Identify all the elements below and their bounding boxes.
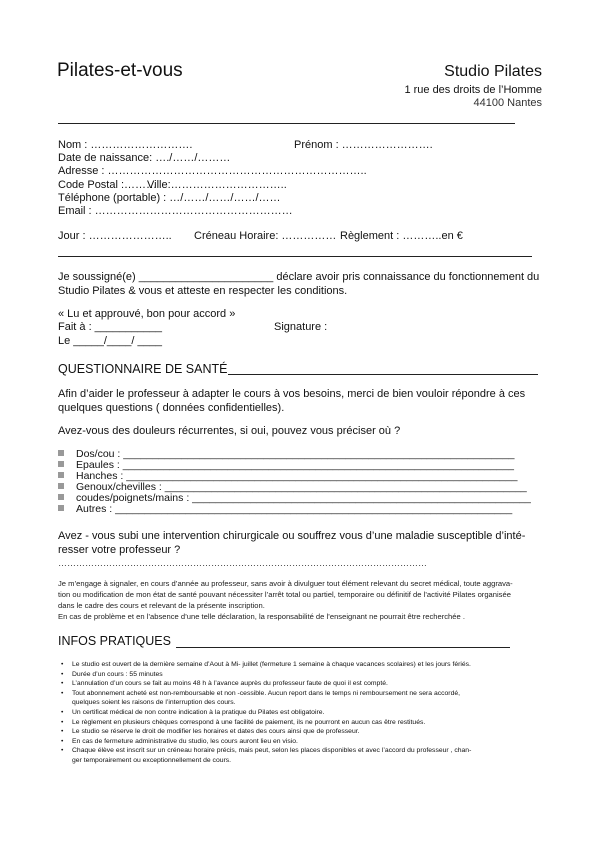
list-item: • Un certificat médical de non contre indication à la pratique du Pilates est obligatoire.	[72, 708, 471, 718]
field-reglement[interactable]: Règlement : ………..en €	[340, 230, 463, 242]
field-creneau-horaire[interactable]: Créneau Horaire: ……………	[194, 230, 337, 242]
field-nom[interactable]: Nom : ……………………….	[58, 139, 193, 151]
checkbox-square-icon[interactable]	[58, 450, 64, 456]
signature-label: Signature :	[274, 321, 328, 333]
approval-mention: « Lu et approuvé, bon pour accord »	[58, 308, 236, 320]
pain-row-autres[interactable]	[58, 503, 512, 516]
pain-question: Avez-vous des douleurs récurrentes, si oui, pouvez vous préciser où ?	[58, 425, 401, 437]
list-item: • Le studio est ouvert de la dernière semaine d’Aout à Mi- juillet (fermeture 1 semaine à chaque vacances scolaires) et les jours fériés.	[72, 660, 471, 670]
checkbox-square-icon[interactable]	[58, 483, 64, 489]
disclaimer-line-3: dans le cadre des cours et relevant de la présente inscription.	[58, 601, 265, 610]
field-fait-a[interactable]: Fait à : ___________	[58, 321, 162, 333]
field-ville[interactable]: Ville:…………………………..	[147, 179, 287, 191]
header-divider	[58, 123, 515, 124]
field-date-signature[interactable]: Le _____/____/ ____	[58, 335, 162, 347]
pain-label: Hanches : ___________________________________________________________________	[76, 470, 518, 482]
health-title-underline	[228, 374, 538, 375]
disclaimer-line-4: En cas de problème et en l’absence d’une telle déclaration, la responsabilité de l’enseignant ne pourrait être recherchée .	[58, 612, 465, 621]
field-code-postal[interactable]: Code Postal :………	[58, 179, 158, 191]
list-item: • L’annulation d’un cours se fait au moins 48 h à l’avance auprès du professeur faute de quoi il est compté.	[72, 679, 471, 689]
health-section-title: QUESTIONNAIRE DE SANTÉ	[58, 362, 228, 376]
disclaimer-line-2: tion ou modification de mon état de santé pouvant nécessiter l’arrêt total ou partiel, temporaire ou définitif de l’activité Pilates organisée	[58, 590, 511, 599]
pain-label: Genoux/chevilles : ______________________________________________________________	[76, 481, 527, 493]
pain-label: Autres : ____________________________________________________________________	[76, 503, 513, 515]
infos-list	[72, 660, 471, 766]
list-item: quelques soient les raisons de l’interruption des cours.	[72, 699, 236, 707]
field-jour[interactable]: Jour : …………………..	[58, 230, 172, 242]
list-item: • Le règlement en plusieurs chèques correspond à une facilité de paiement, ils ne pourront en aucun cas être restitués.	[72, 718, 471, 728]
list-item: ger temporairement ou exceptionnellement de cours.	[72, 756, 232, 764]
field-telephone[interactable]: Téléphone (portable) : …/……/……/……/……	[58, 192, 281, 204]
surgery-answer-field[interactable]: ……………………………………………………………………………………………………………	[58, 558, 427, 568]
declaration-line-1: Je soussigné(e) ______________________ déclare avoir pris connaissance du fonctionnement du	[58, 271, 540, 283]
field-prenom[interactable]: Prénom : …………………….	[294, 139, 433, 151]
list-item: • Chaque élève est inscrit sur un créneau horaire précis, mais peut, selon les places disponibles et avec l’accord du professeur , chan-	[72, 746, 471, 756]
infos-title-underline	[176, 647, 510, 648]
list-item: • Le studio se réserve le droit de modifier les horaires et dates des cours ainsi que de professeur.	[72, 727, 471, 737]
checkbox-square-icon[interactable]	[58, 494, 64, 500]
pain-label: Dos/cou : ___________________________________________________________________	[76, 448, 515, 460]
pain-label: Epaules : ___________________________________________________________________	[76, 459, 514, 471]
health-intro-line-1: Afin d’aider le professeur à adapter le cours à vos besoins, merci de bien vouloir répondre à ces	[58, 388, 526, 400]
form-divider	[58, 256, 532, 257]
checkbox-square-icon[interactable]	[58, 472, 64, 478]
declaration-line-2: Studio Pilates & vous et atteste en respecter les conditions.	[58, 285, 348, 297]
list-item: • Durée d’un cours : 55 minutes	[72, 670, 471, 680]
surgery-question-line-2: resser votre professeur ?	[58, 544, 181, 556]
infos-section-title: INFOS PRATIQUES	[58, 634, 171, 648]
field-date-naissance[interactable]: Date de naissance: …./……/………	[58, 152, 231, 164]
studio-address-city: 44100 Nantes	[473, 97, 542, 109]
studio-address-street: 1 rue des droits de l’Homme	[404, 84, 542, 96]
pain-label: coudes/poignets/mains : __________________________________________________________	[76, 492, 531, 504]
field-adresse[interactable]: Adresse : ……………………………………………………………..	[58, 165, 367, 177]
health-intro-line-2: quelques questions ( données confidentielles).	[58, 402, 285, 414]
studio-name: Studio Pilates	[444, 63, 542, 80]
surgery-question-line-1: Avez - vous subi une intervention chirurgicale ou souffrez vous d’une maladie susceptible d’inté-	[58, 530, 526, 542]
brand-title: Pilates-et-vous	[57, 60, 183, 81]
list-item: • En cas de fermeture administrative du studio, les cours auront lieu en visio.	[72, 737, 471, 747]
checkbox-square-icon[interactable]	[58, 461, 64, 467]
list-item: • Tout abonnement acheté est non-remboursable et non -cessible. Aucun report dans le temps ni remboursement ne sera accordé,	[72, 689, 471, 699]
disclaimer-line-1: Je m’engage à signaler, en cours d’année au professeur, sans avoir à divulguer tout élément relevant du secret médical, toute aggrava-	[58, 579, 513, 588]
checkbox-square-icon[interactable]	[58, 505, 64, 511]
field-email[interactable]: Email : ………………………………………………	[58, 205, 293, 217]
